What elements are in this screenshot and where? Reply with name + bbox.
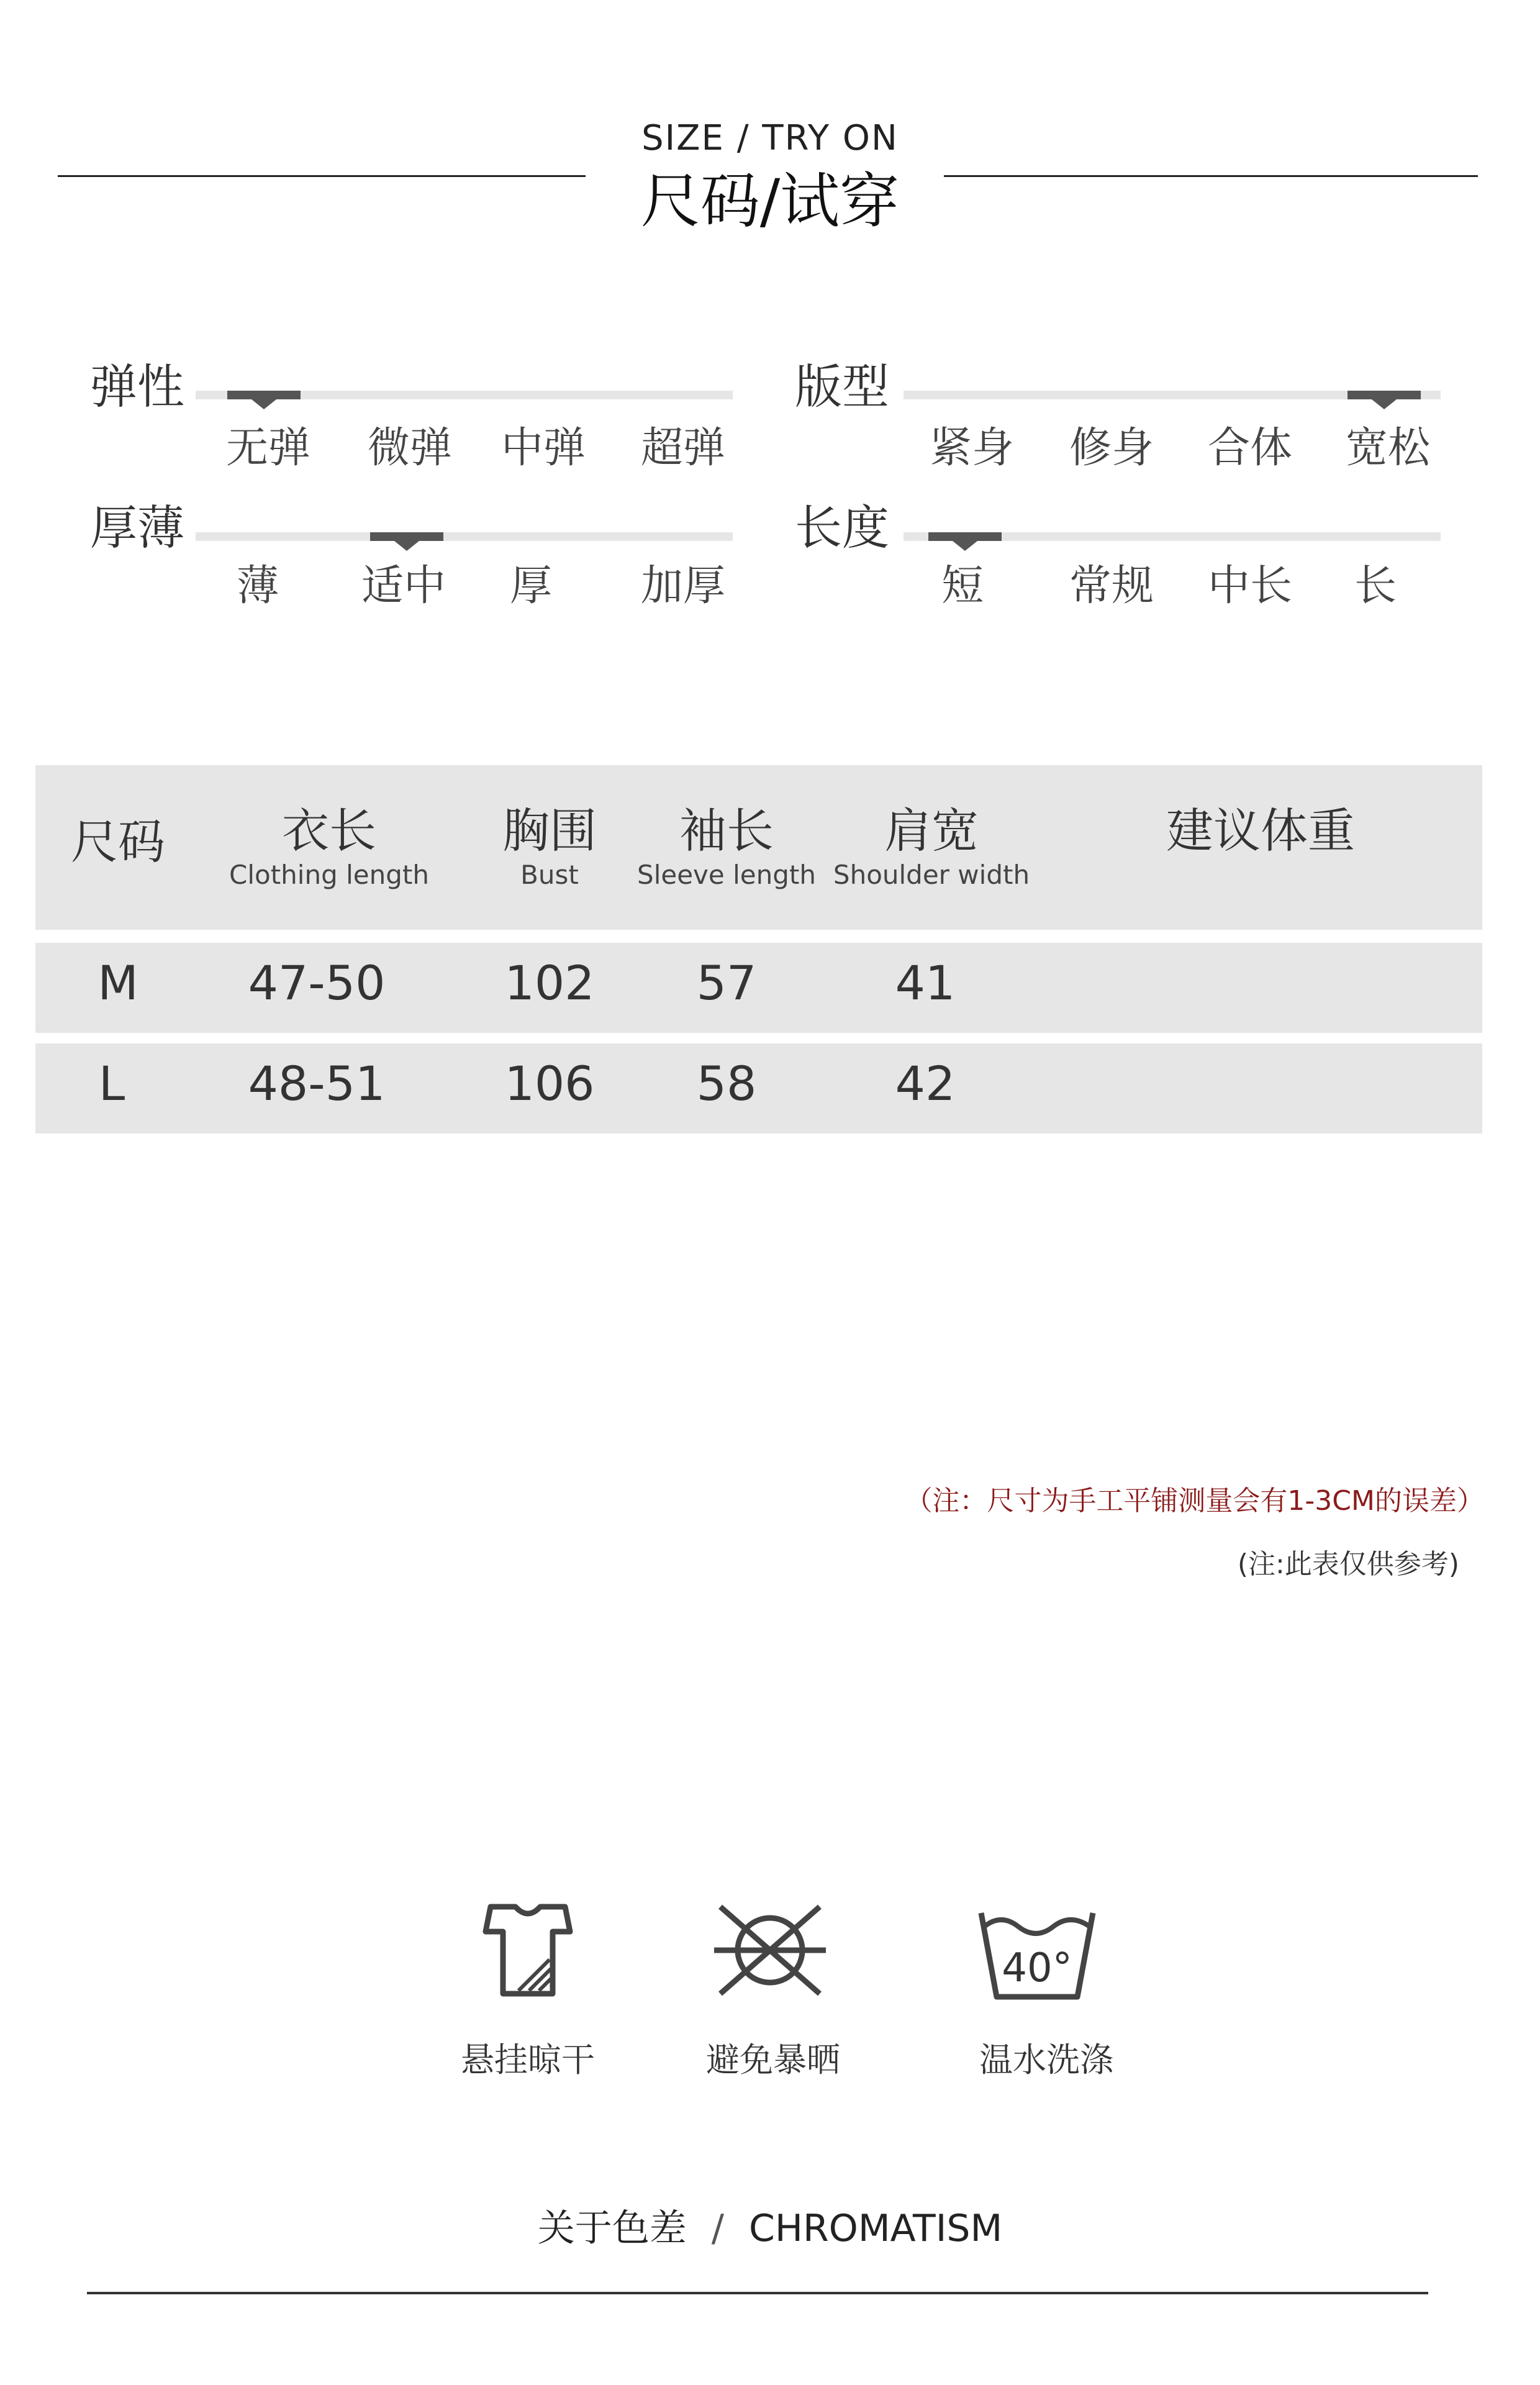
attribute-title: 弹性 [90,359,184,414]
column-header-weight: 建议体重 [1166,803,1355,858]
scale-option: 合体 [1207,424,1292,473]
footer-en: CHROMATISM [748,2207,1003,2250]
table-cell-shoulder: 42 [895,1056,956,1111]
table-cell-shoulder: 41 [895,955,956,1011]
scale-marker [227,391,301,399]
scale-option: 加厚 [640,561,725,611]
care-label: 避免暴晒 [706,2040,840,2079]
scale-track [196,532,733,541]
attribute-title: 厚薄 [90,500,184,555]
wash-40-icon [969,1894,1105,2006]
attribute-title: 长度 [795,500,889,555]
care-label: 温水洗涤 [979,2040,1113,2079]
measurement-note: （注：尺寸为手工平铺测量会有1-3CM的误差） [905,1485,1484,1517]
table-cell-size: L [98,1056,125,1111]
column-header-size: 尺码 [71,814,165,870]
column-header-sleeve: 袖长 [679,803,774,858]
footer-chromatism [0,2199,1540,2252]
table-cell-bust: 106 [504,1056,595,1111]
scale-marker [370,532,443,541]
table-cell-size: M [97,955,138,1011]
column-header-length-en: Clothing length [229,860,429,890]
column-header-shoulder-en: Shoulder width [833,860,1030,890]
column-header-shoulder: 肩宽 [884,803,979,858]
reference-note: (注:此表仅供参考) [1237,1548,1459,1580]
footer-separator: / [711,2207,724,2250]
scale-option: 微弹 [367,424,452,473]
table-cell-sleeve: 58 [696,1056,757,1111]
column-header-bust: 胸围 [502,803,597,858]
scale-marker [928,532,1002,541]
table-cell-bust: 102 [504,955,595,1011]
care-label: 悬挂晾干 [461,2040,595,2079]
footer-rule [87,2292,1428,2294]
table-cell-length: 47-50 [248,955,386,1011]
hang-dry-shirt-icon [460,1894,596,2006]
scale-option: 超弹 [640,424,725,473]
wash-temperature: 40° [1002,1945,1072,1991]
footer-cn: 关于色差 [537,2207,687,2250]
scale-option: 长 [1354,561,1397,611]
scale-option: 紧身 [929,424,1014,473]
table-cell-length: 48-51 [248,1056,386,1111]
scale-marker [1348,391,1421,399]
scale-option: 厚 [509,561,552,611]
scale-option: 修身 [1069,424,1154,473]
scale-option: 中长 [1207,561,1292,611]
scale-option: 宽松 [1345,424,1430,473]
column-header-bust-en: Bust [520,860,579,890]
column-header-length: 衣长 [282,803,376,858]
no-sun-exposure-icon [702,1894,838,2006]
scale-option: 常规 [1069,561,1154,611]
table-cell-sleeve: 57 [696,955,757,1011]
column-header-sleeve-en: Sleeve length [637,860,816,890]
page-title: 尺码/试穿 [640,166,900,236]
scale-option: 适中 [361,561,446,611]
header-subtitle: SIZE / TRY ON [641,118,899,158]
scale-option: 无弹 [225,424,310,473]
scale-option: 短 [941,561,984,611]
scale-option: 中弹 [500,424,586,473]
scale-option: 薄 [236,561,279,611]
attribute-title: 版型 [795,359,889,414]
